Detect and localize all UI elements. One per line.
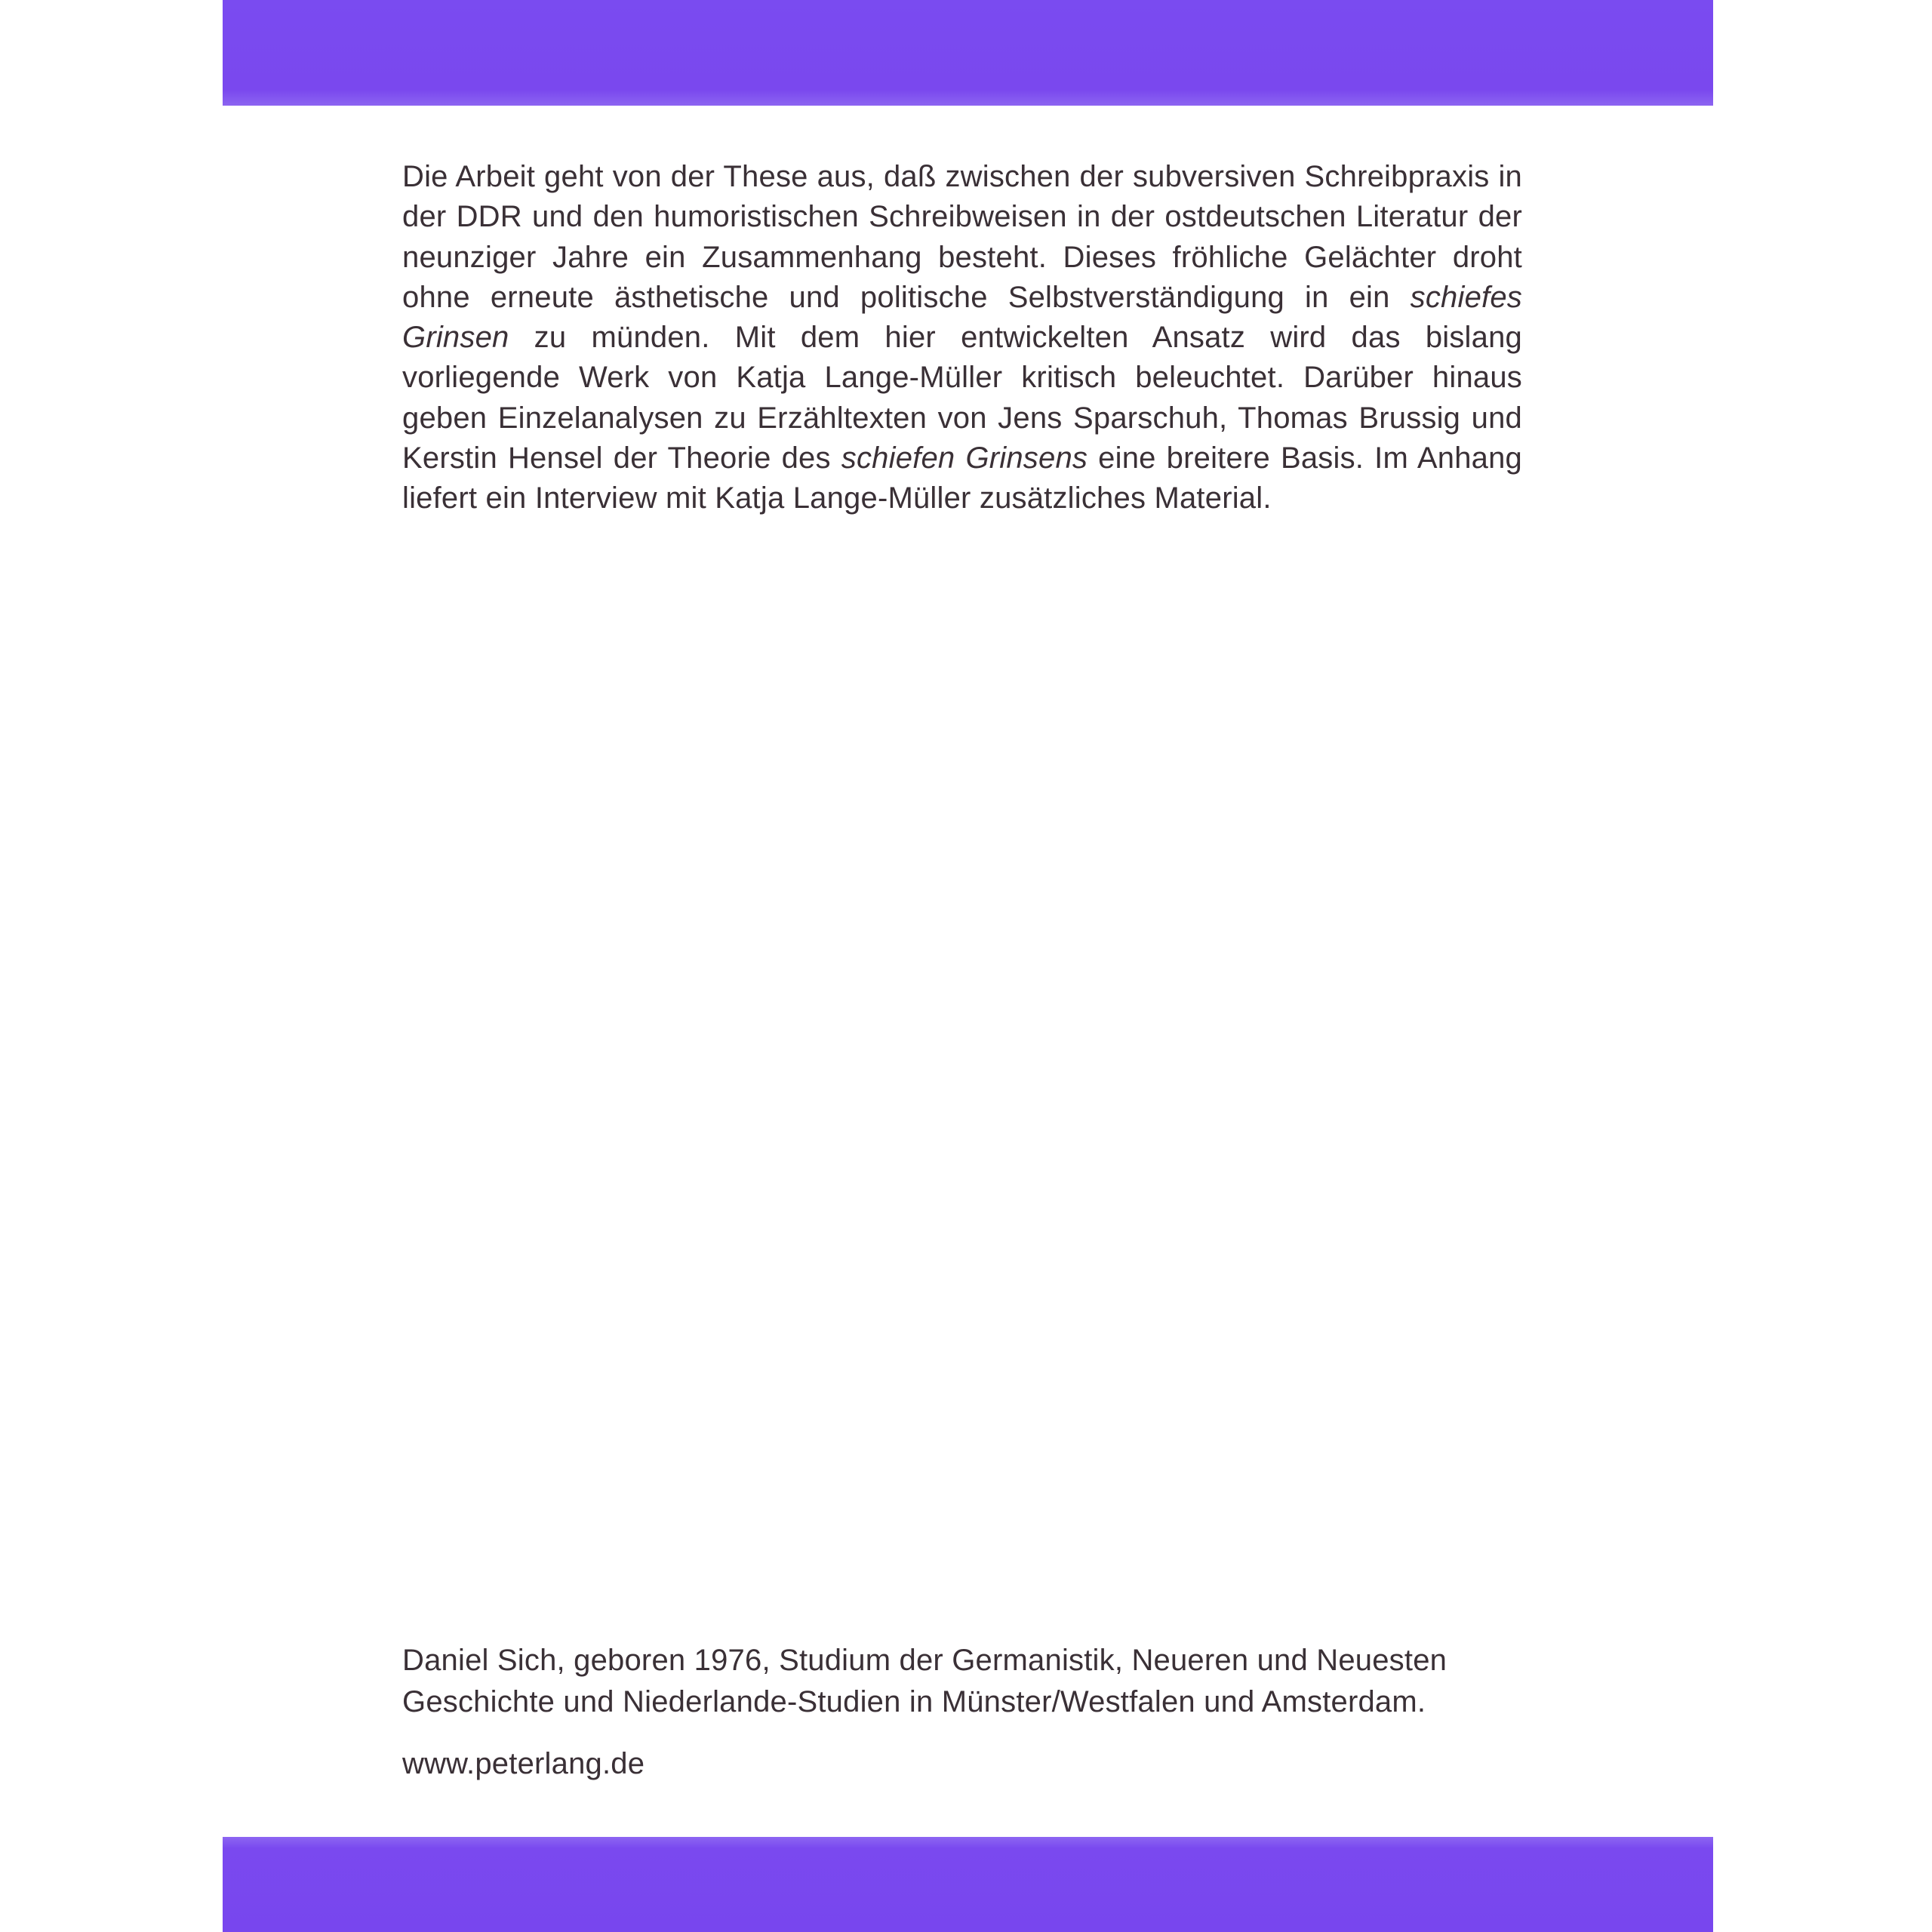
publisher-url: www.peterlang.de	[402, 1747, 645, 1780]
top-color-band	[223, 0, 1713, 106]
author-bio-line-1: Daniel Sich, geboren 1976, Studium der Germanistik, Neueren und Neuesten	[402, 1644, 1447, 1677]
blurb-italic-term-2: schiefen Grinsens	[841, 441, 1088, 475]
bottom-color-band	[223, 1837, 1713, 1932]
blurb-italic-term-1: schiefes Grinsen	[402, 280, 1522, 355]
book-back-cover	[223, 0, 1713, 1932]
blurb-text-part-3: eine breitere Basis. Im Anhang liefert ein Interview mit Katja Lange-Müller zusätzliches Material.	[402, 441, 1522, 515]
author-bio	[402, 1640, 1534, 1723]
blurb-text-part-2: zu münden. Mit dem hier entwickelten Ansatz wird das bislang vorliegende Werk von Katja Lange-Müller kritisch beleuchtet. Darüber hinaus geben Einzelanalysen zu Erzähltexten von Jens Sparschuh, Thomas Brussig und Kerstin Hensel der Theorie des	[402, 321, 1522, 475]
blurb-paragraph	[402, 157, 1522, 519]
author-bio-line-2: Geschichte und Niederlande-Studien in Münster/Westfalen und Amsterdam.	[402, 1685, 1426, 1718]
blurb-text-part-1: Die Arbeit geht von der These aus, daß zwischen der subversiven Schreibpraxis in der DDR und den humoristischen Schreibweisen in der ostdeutschen Literatur der neunziger Jahre ein Zusammenhang besteht. Dieses fröhliche Gelächter droht ohne erneute ästhetische und politische Selbstverständigung in ein	[402, 160, 1522, 314]
